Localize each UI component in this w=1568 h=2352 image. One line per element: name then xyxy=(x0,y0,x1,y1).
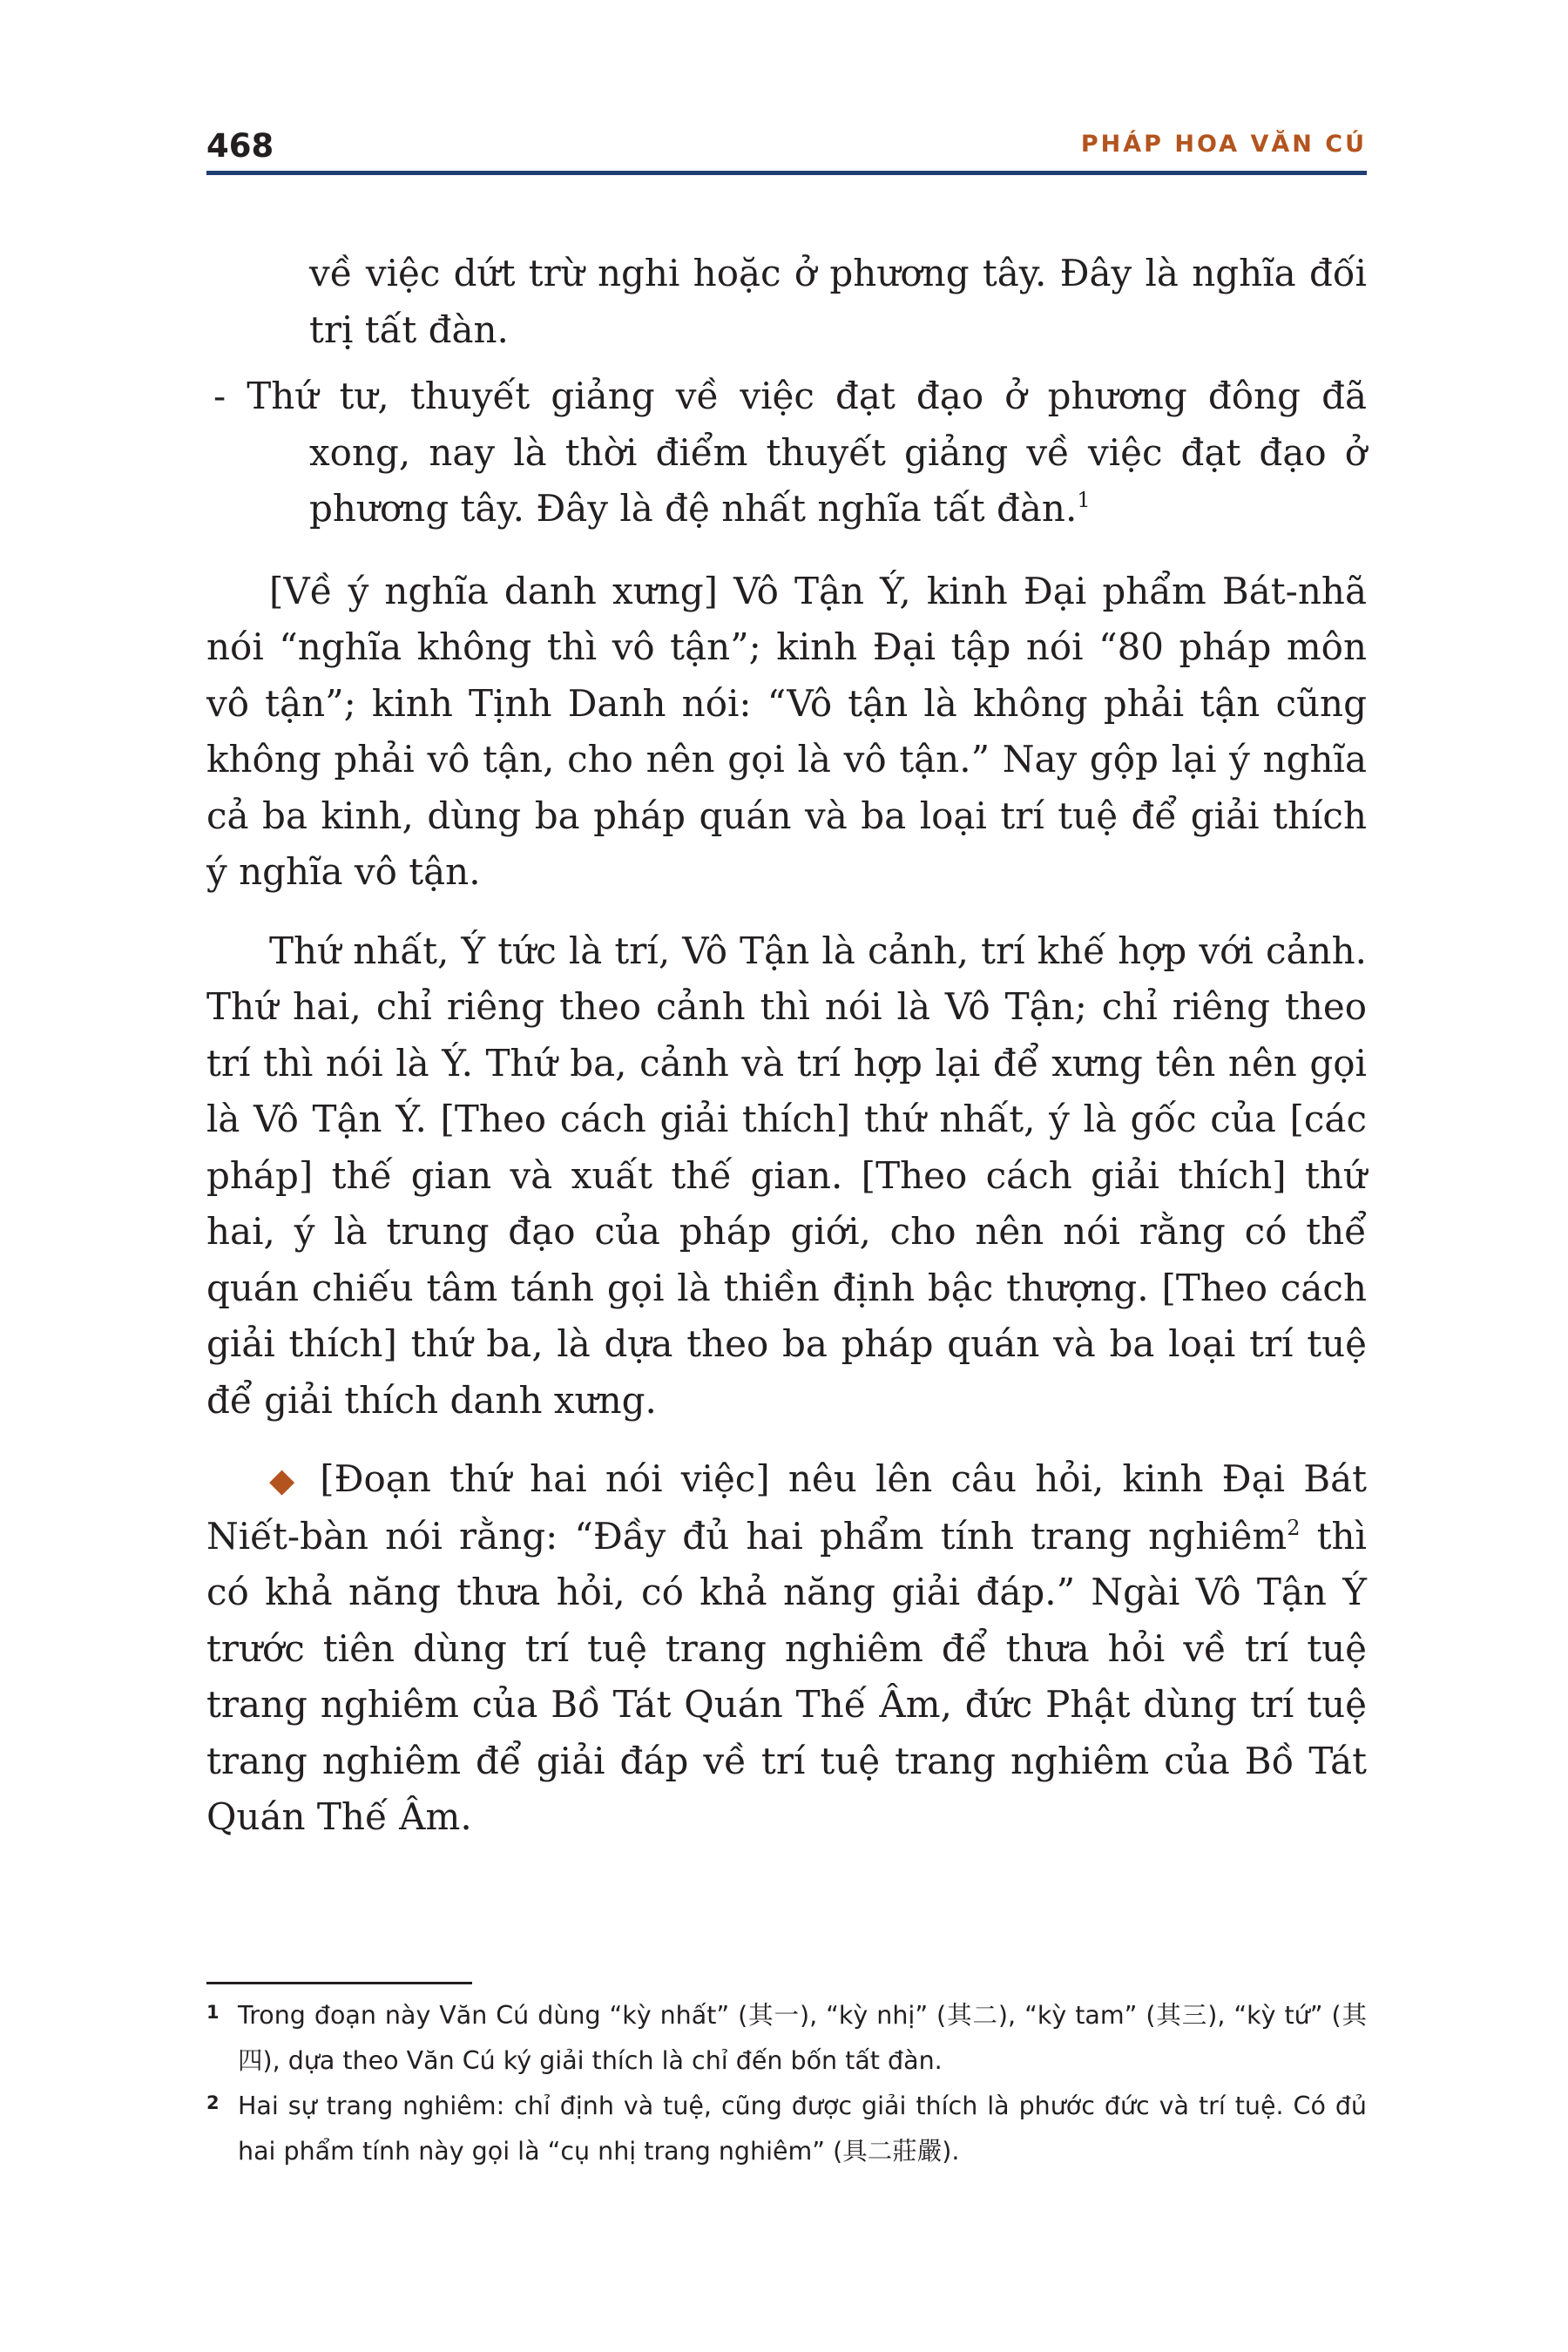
paragraph-three-interpretations: Thứ nhất, Ý tức là trí, Vô Tận là cảnh, trí khế hợp với cảnh. Thứ hai, chỉ riêng theo cảnh thì nói là Vô Tận; chỉ riêng theo trí thì nói là Ý. Thứ ba, cảnh và trí hợp lại để xưng tên nên gọi là Vô Tận Ý. [Theo cách giải thích] thứ nhất, ý là gốc của [các pháp] thế gian và xuất thế gian. [Theo cách giải thích] thứ hai, ý là trung đạo của pháp giới, cho nên nói rằng có thể quán chiếu tâm tánh gọi là thiền định bậc thượng. [Theo cách giải thích] thứ ba, là dựa theo ba pháp quán và ba loại trí tuệ để giải thích danh xưng. xyxy=(206,929,1367,1422)
footnote-text: Trong đoạn này Văn Cú dùng “kỳ nhất” (其一), “kỳ nhị” (其二), “kỳ tam” (其三), “kỳ tứ” (其四), dựa theo Văn Cú ký giải thích là chỉ đến bốn tất đàn. xyxy=(238,2001,1367,2075)
paragraph-question-section xyxy=(206,1451,1367,1846)
continued-bullet-text: về việc dứt trừ nghi hoặc ở phương tây. Đây là nghĩa đối trị tất đàn. xyxy=(309,252,1367,351)
footnote-divider xyxy=(206,1982,472,1984)
footnote-1 xyxy=(206,1993,1367,2084)
page-header xyxy=(206,120,1367,175)
footnote-ref-1[interactable]: 1 xyxy=(1077,488,1091,512)
paragraph-question-text-a: [Đoạn thứ hai nói việc] nêu lên câu hỏi, kinh Đại Bát Niết-bàn nói rằng: “Đầy đủ hai phẩm tính trang nghiêm xyxy=(206,1457,1367,1558)
bullet-item-4 xyxy=(206,368,1367,537)
paragraph-question-text-b: thì có khả năng thưa hỏi, có khả năng giải đáp.” Ngài Vô Tận Ý trước tiên dùng trí tuệ trang nghiêm để thưa hỏi về trí tuệ trang nghiêm của Bồ Tát Quán Thế Âm, đức Phật dùng trí tuệ trang nghiêm để giải đáp về trí tuệ trang nghiêm của Bồ Tát Quán Thế Âm. xyxy=(206,1514,1367,1838)
footnote-ref-2[interactable]: 2 xyxy=(1287,1515,1301,1540)
bullet-item-4-text: - Thứ tư, thuyết giảng về việc đạt đạo ở phương đông đã xong, nay là thời điểm thuyết giảng về việc đạt đạo ở phương tây. Đây là đệ nhất nghĩa tất đàn. xyxy=(213,375,1367,530)
paragraph-name-meaning: [Về ý nghĩa danh xưng] Vô Tận Ý, kinh Đại phẩm Bát-nhã nói “nghĩa không thì vô tận”; kinh Đại tập nói “80 pháp môn vô tận”; kinh Tịnh Danh nói: “Vô tận là không phải tận cũng không phải vô tận, cho nên gọi là vô tận.” Nay gộp lại ý nghĩa cả ba kinh, dùng ba pháp quán và ba loại trí tuệ để giải thích ý nghĩa vô tận. xyxy=(206,569,1367,893)
footnote-number: 1 xyxy=(206,2002,220,2023)
running-title: PHÁP HOA VĂN CÚ xyxy=(1080,131,1367,158)
footnotes xyxy=(206,1993,1367,2174)
footnote-text: Hai sự trang nghiêm: chỉ định và tuệ, cũng được giải thích là phước đức và trí tuệ. Có đủ hai phẩm tính này gọi là “cụ nhị trang nghiêm” (具二莊嚴). xyxy=(238,2092,1367,2166)
diamond-bullet-icon: ◆ xyxy=(269,1461,302,1499)
footnote-2 xyxy=(206,2084,1367,2174)
footnote-number: 2 xyxy=(206,2092,220,2113)
page-number: 468 xyxy=(206,127,274,165)
main-text xyxy=(206,246,1367,1846)
